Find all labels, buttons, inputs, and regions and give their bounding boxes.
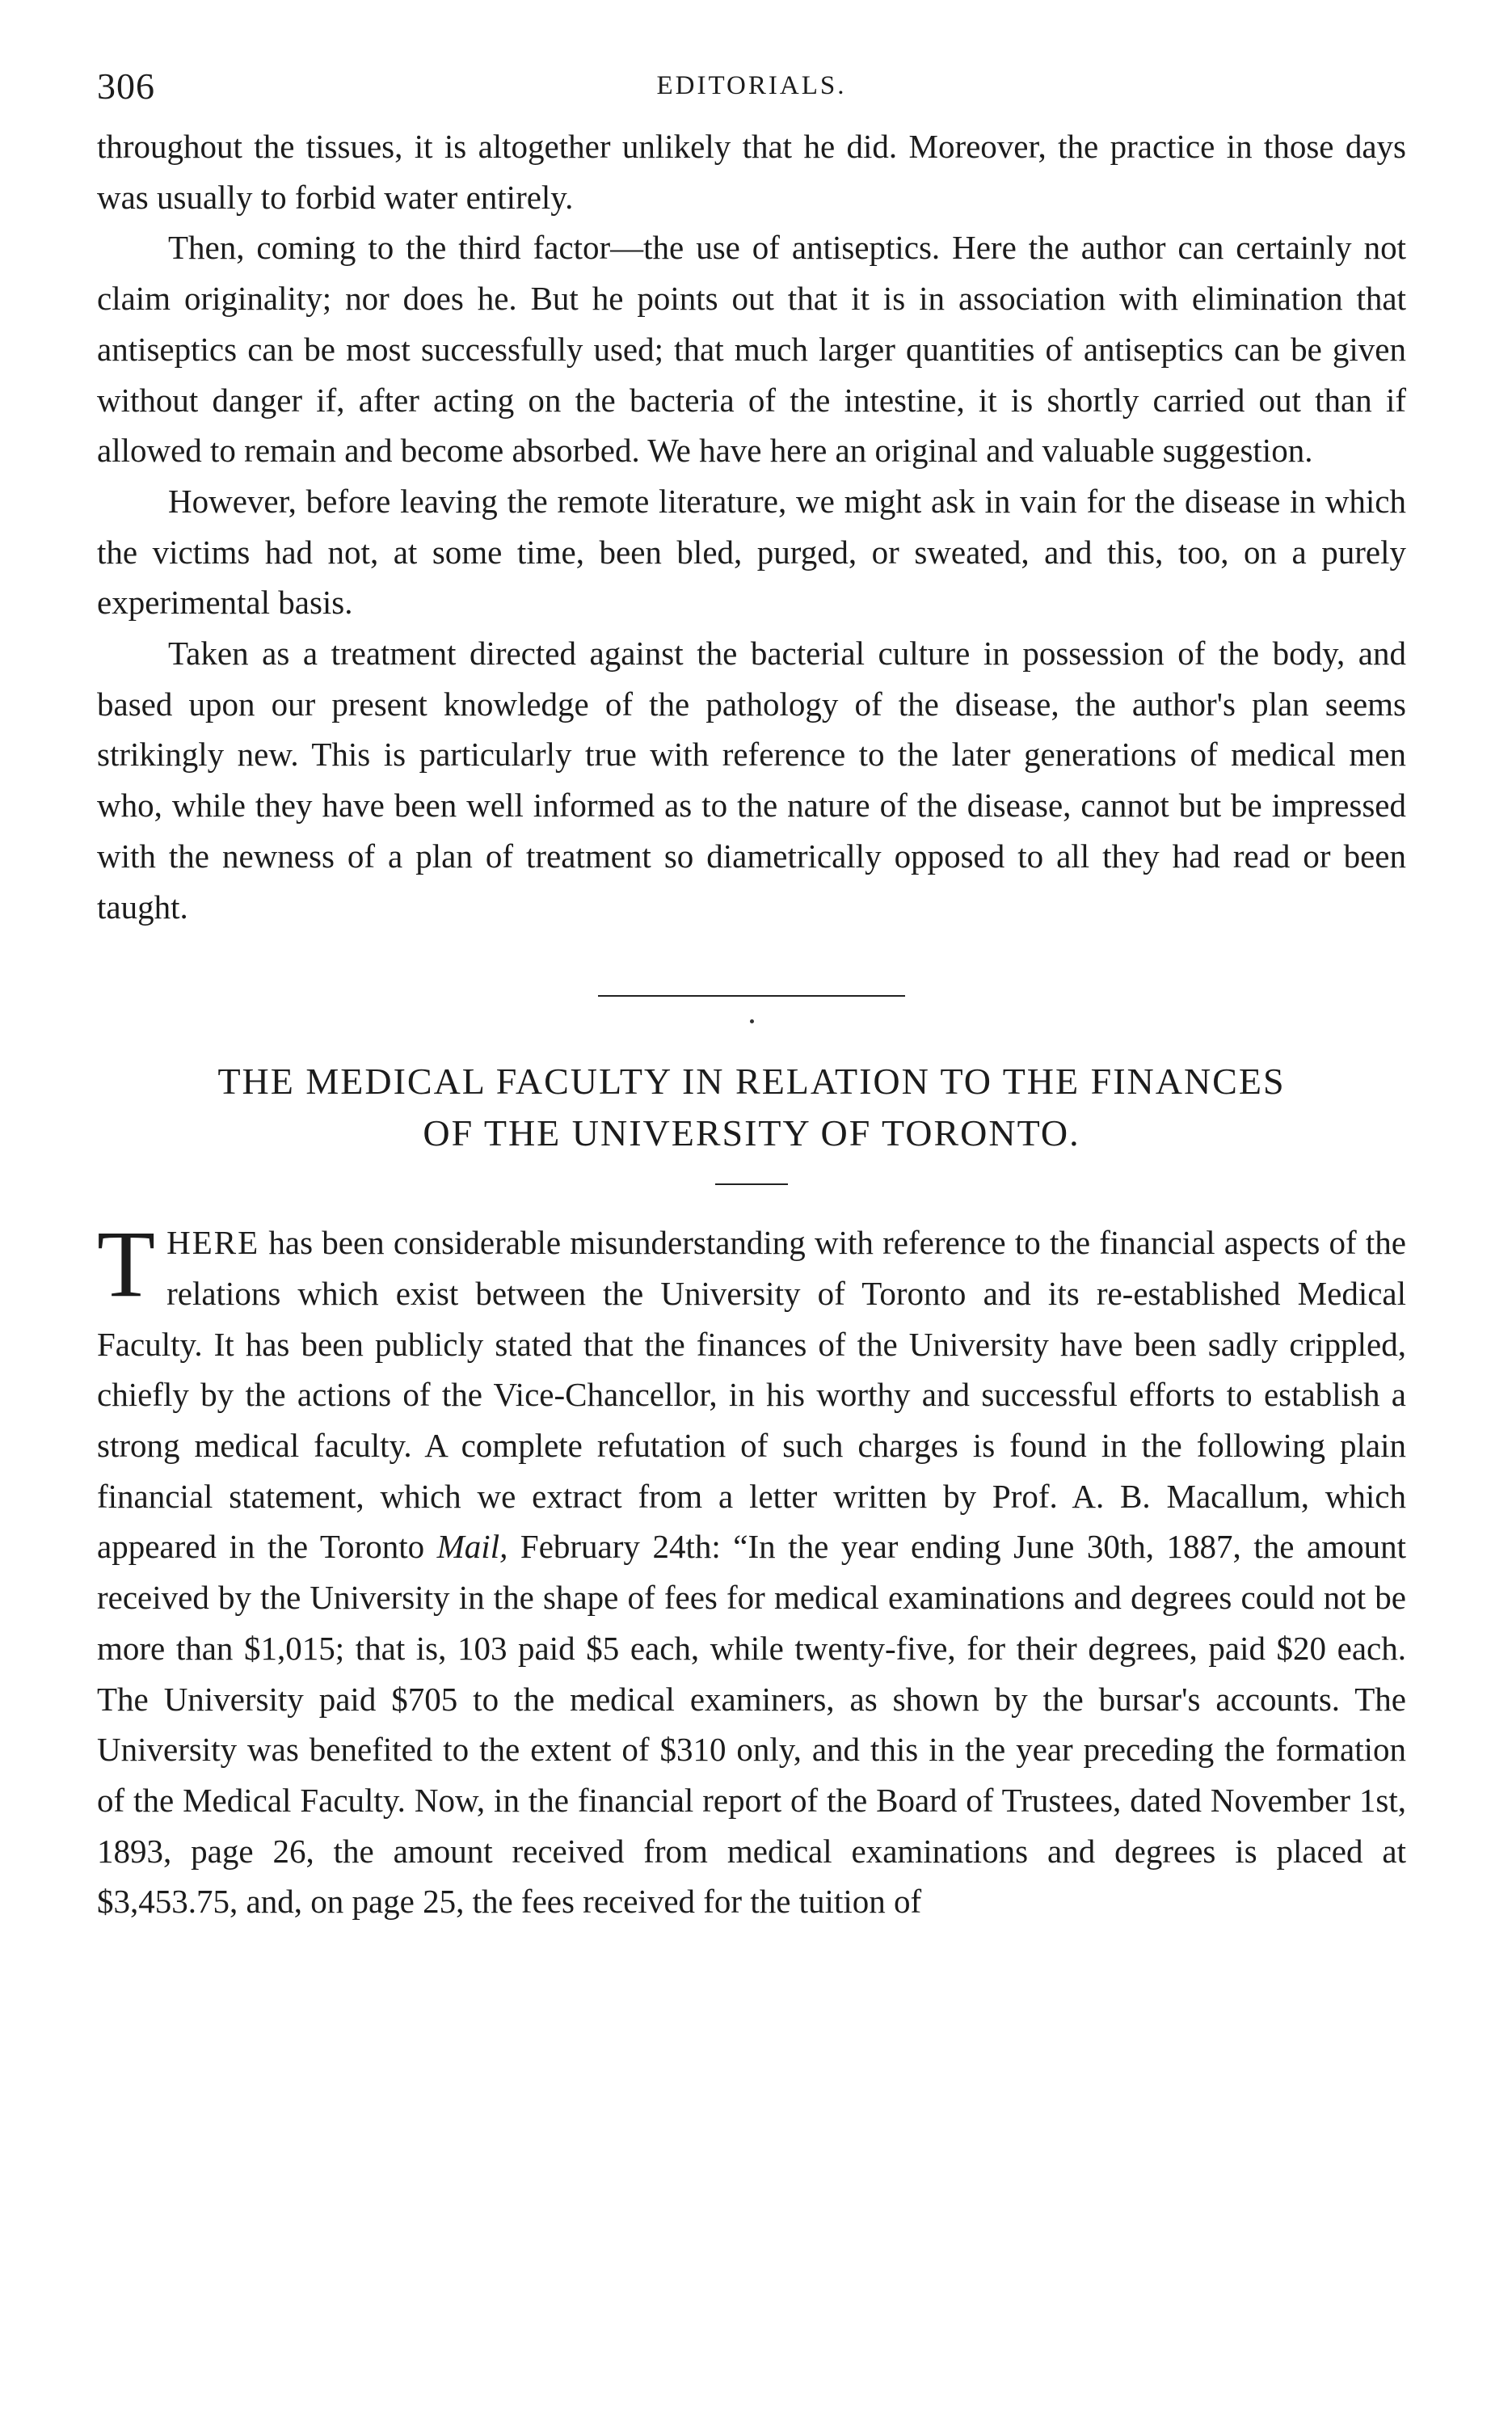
article-text-part-1: has been considerable misunderstanding with reference to the financial aspects of the relations which exist between the University of Toronto and its re-established Medical Faculty. It has been publicly stated that the finances of the University have been sadly crippled, chiefly by the actions of the Vice-Chancellor, in his worthy and successful efforts to establish a strong medical faculty. A complete refutation of such charges is found in the following plain financial statement, which we extract from a letter written by Prof. A. B. Macallum, which appeared in the Toronto	[97, 1224, 1406, 1566]
article-title	[97, 1056, 1406, 1159]
page	[97, 65, 1406, 1927]
paragraph: throughout the tissues, it is altogether unlikely that he did. Moreover, the practice in those days was usually to forbid water entirely.	[97, 128, 1406, 216]
opening-caps: HERE	[166, 1224, 260, 1262]
paragraph: However, before leaving the remote literature, we might ask in vain for the disease in which the victims had not, at some time, been bled, purged, or sweated, and this, too, on a purely experimental basis.	[97, 482, 1406, 622]
drop-cap: T	[97, 1211, 156, 1318]
article-title-line-1: THE MEDICAL FACULTY IN RELATION TO THE FINANCES	[217, 1061, 1286, 1103]
article-title-line-2: OF THE UNIVERSITY OF TORONTO.	[423, 1112, 1080, 1154]
running-head	[97, 65, 1406, 121]
newspaper-name: Mail,	[436, 1528, 508, 1566]
section-title: EDITORIALS.	[656, 71, 847, 100]
divider-dot	[750, 1019, 754, 1023]
paragraph: Then, coming to the third factor—the use of antiseptics. Here the author can certainly not claim originality; nor does he. But he points out that it is in association with elimination that antiseptics can be most successfully used; that much larger quantities of antiseptics can be given without danger if, after acting on the bacteria of the intestine, it is shortly carried out than if allowed to remain and become absorbed. We have here an original and valuable suggestion.	[97, 229, 1406, 470]
page-number: 306	[97, 65, 155, 107]
paragraph: Taken as a treatment directed against the bacterial culture in possession of the body, and based upon our present knowledge of the pathology of the disease, the author's plan seems strikingly new. This is particularly true with reference to the later generations of medical men who, while they have been well informed as to the nature of the disease, cannot but be impressed with the newness of a plan of treatment so diametrically opposed to all they had read or been taught.	[97, 635, 1406, 926]
article-body	[97, 1211, 1406, 1927]
article-paragraph	[97, 1211, 1406, 1927]
section-divider	[598, 995, 905, 997]
editorial-body	[97, 121, 1406, 932]
article-text-part-2: February 24th: “In the year ending June 30th, 1887, the amount received by the University in the shape of fees for medical examinations and degrees could not be more than $1,015; that is, 103 paid $5 each, while twenty-five, for their degrees, paid $20 each. The University paid $705 to the medical examiners, as shown by the bursar's accounts. The University was benefited to the extent of $310 only, and this in the year preceding the formation of the Medical Faculty. Now, in the financial report of the Board of Trustees, dated November 1st, 1893, page 26, the amount received from medical examinations and degrees is placed at $3,453.75, and, on page 25, the fees received for the tuition of	[97, 1528, 1406, 1921]
title-divider	[715, 1183, 788, 1185]
